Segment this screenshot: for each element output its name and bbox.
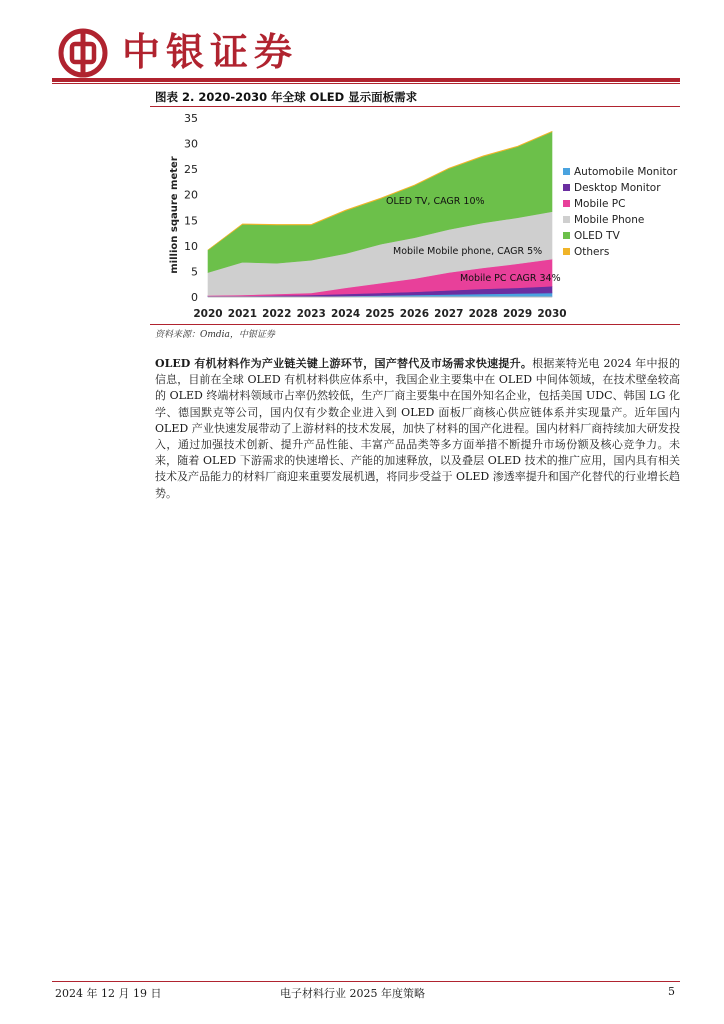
y-tick-label: 15 bbox=[184, 214, 198, 228]
footer-title: 电子材料行业 2025 年度策略 bbox=[280, 987, 425, 1000]
y-tick-label: 20 bbox=[184, 188, 198, 202]
legend-swatch bbox=[563, 168, 570, 175]
annotation-mobile-pc: Mobile PC CAGR 34% bbox=[460, 273, 561, 284]
header-rule-thin bbox=[52, 83, 680, 84]
footer-rule bbox=[52, 981, 680, 982]
annotation-oled-tv: OLED TV, CAGR 10% bbox=[386, 196, 485, 207]
legend-label: OLED TV bbox=[574, 230, 620, 242]
header-rule bbox=[52, 78, 680, 82]
y-tick-label: 5 bbox=[191, 265, 198, 279]
y-tick-label: 10 bbox=[184, 239, 198, 253]
body-text: 根据莱特光电 2024 年中报的信息，目前在全球 OLED 有机材料供应体系中，我国企业主要集中在 OLED 中间体领域，在技术壁垒较高的 OLED 终端材料领域市占率仍然较低，生产厂商主要集中在国外知名企业，包括美国 UDC、韩国 LG 化学、德国默克等公司，国内仅有少数企业进入到 OLED 面板厂商核心供应链体系并实现量产。近年国内 OLED 产业快速发展带动了上游材料的技术发展，加快了材料的国产化进程。国内材料厂商持续加大研发投入，通过加强技术创新、提升产品性能、丰富产品品类等多方面举措不断提升市场份额及核心竞争力。未来，随着 OLED 下游需求的快速增长、产能的加速释放，以及叠层 OLED 技术的推广应用，国内具有相关技术及产品能力的材料厂商迎来重要发展机遇，将同步受益于 OLED 渗透率提升和国产化替代的行业增长趋势。 bbox=[155, 357, 680, 500]
legend-swatch bbox=[563, 184, 570, 191]
figure-bottom-rule bbox=[150, 324, 680, 325]
y-tick-label: 25 bbox=[184, 163, 198, 177]
x-tick-label: 2027 bbox=[434, 308, 464, 320]
footer-date: 2024 年 12 月 19 日 bbox=[55, 987, 162, 1000]
y-tick-label: 0 bbox=[191, 291, 198, 304]
legend-label: Mobile Phone bbox=[574, 214, 645, 226]
body-lead: OLED 有机材料作为产业链关键上游环节，国产替代及市场需求快速提升。 bbox=[155, 357, 533, 370]
legend-label: Others bbox=[574, 246, 610, 258]
figure-source: 资料来源：Omdia，中银证券 bbox=[155, 330, 275, 340]
y-axis-label: million sqaure meter bbox=[169, 156, 180, 274]
legend-swatch bbox=[563, 232, 570, 239]
x-tick-label: 2024 bbox=[330, 308, 361, 320]
x-tick-label: 2022 bbox=[262, 308, 292, 320]
legend-swatch bbox=[563, 216, 570, 223]
legend-swatch bbox=[563, 200, 570, 207]
y-tick-label: 35 bbox=[184, 112, 198, 125]
legend-label: Mobile PC bbox=[574, 198, 626, 210]
x-tick-label: 2020 bbox=[193, 308, 223, 320]
page-header bbox=[52, 24, 682, 82]
legend-label: Automobile Monitor bbox=[574, 166, 678, 178]
figure-title: 图表 2. 2020-2030 年全球 OLED 显示面板需求 bbox=[155, 90, 418, 104]
body-paragraph bbox=[155, 356, 680, 502]
bank-of-china-logo-icon bbox=[58, 28, 108, 78]
brand-name: 中银证券 bbox=[122, 30, 299, 74]
annotation-mobile-phone: Mobile Mobile phone, CAGR 5% bbox=[393, 246, 543, 257]
page-number: 5 bbox=[668, 985, 675, 998]
legend-swatch bbox=[563, 248, 570, 255]
x-tick-label: 2025 bbox=[365, 308, 395, 320]
legend-label: Desktop Monitor bbox=[574, 182, 661, 194]
x-tick-label: 2028 bbox=[468, 308, 498, 320]
x-tick-label: 2021 bbox=[227, 308, 258, 320]
y-tick-label: 30 bbox=[184, 137, 198, 151]
oled-demand-area-chart bbox=[150, 107, 680, 325]
x-tick-label: 2029 bbox=[502, 308, 533, 320]
x-tick-label: 2023 bbox=[296, 308, 326, 320]
x-tick-label: 2026 bbox=[399, 308, 430, 320]
x-tick-label: 2030 bbox=[537, 308, 567, 320]
